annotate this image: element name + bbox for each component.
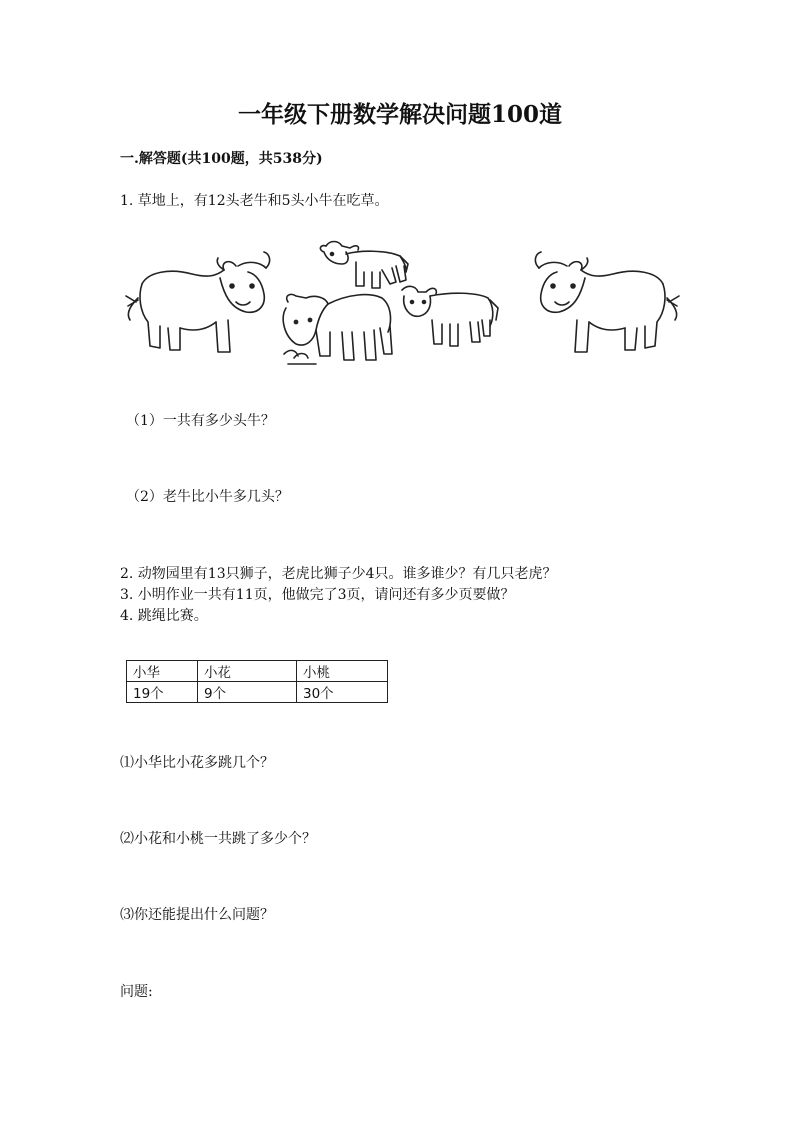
table-cell: 19个 [127,682,198,703]
question-1-part-1: （1）一共有多少头牛？ [126,413,275,429]
question-2-text: 2. 动物园里有13只狮子，老虎比狮子少4只。谁多谁少？有几只老虎？ [120,566,557,582]
answer-label: 问题: [120,984,153,1000]
table-header-cell: 小桃 [297,661,388,682]
question-4-part-3: ⑶你还能提出什么问题？ [120,907,274,923]
calf-right [402,286,498,346]
table-cell: 30个 [297,682,388,703]
table-header-cell: 小花 [198,661,297,682]
bull-right [535,252,679,352]
table-header-cell: 小华 [127,661,198,682]
bull-left [126,252,270,352]
table-header-row [127,661,388,682]
calf-top [320,242,408,289]
question-4-part-1: ⑴小华比小花多跳几个？ [120,755,274,771]
question-4-part-2: ⑵小花和小桃一共跳了多少个？ [120,831,316,847]
table-row [127,682,388,703]
table-cell: 9个 [198,682,297,703]
section-heading: 一.解答题(共100题，共538分) [120,151,323,167]
question-1-text: 1. 草地上，有12头老牛和5头小牛在吃草。 [120,193,389,209]
cows-illustration [120,236,685,371]
question-1-part-2: （2）老牛比小牛多几头？ [126,489,289,505]
jump-rope-table [126,660,388,703]
question-3-text: 3. 小明作业一共有11页，他做完了3页，请问还有多少页要做？ [120,587,515,603]
question-4-text: 4. 跳绳比赛。 [120,608,208,624]
page-title: 一年级下册数学解决问题100道 [237,101,562,128]
cow-grazing [283,294,392,364]
